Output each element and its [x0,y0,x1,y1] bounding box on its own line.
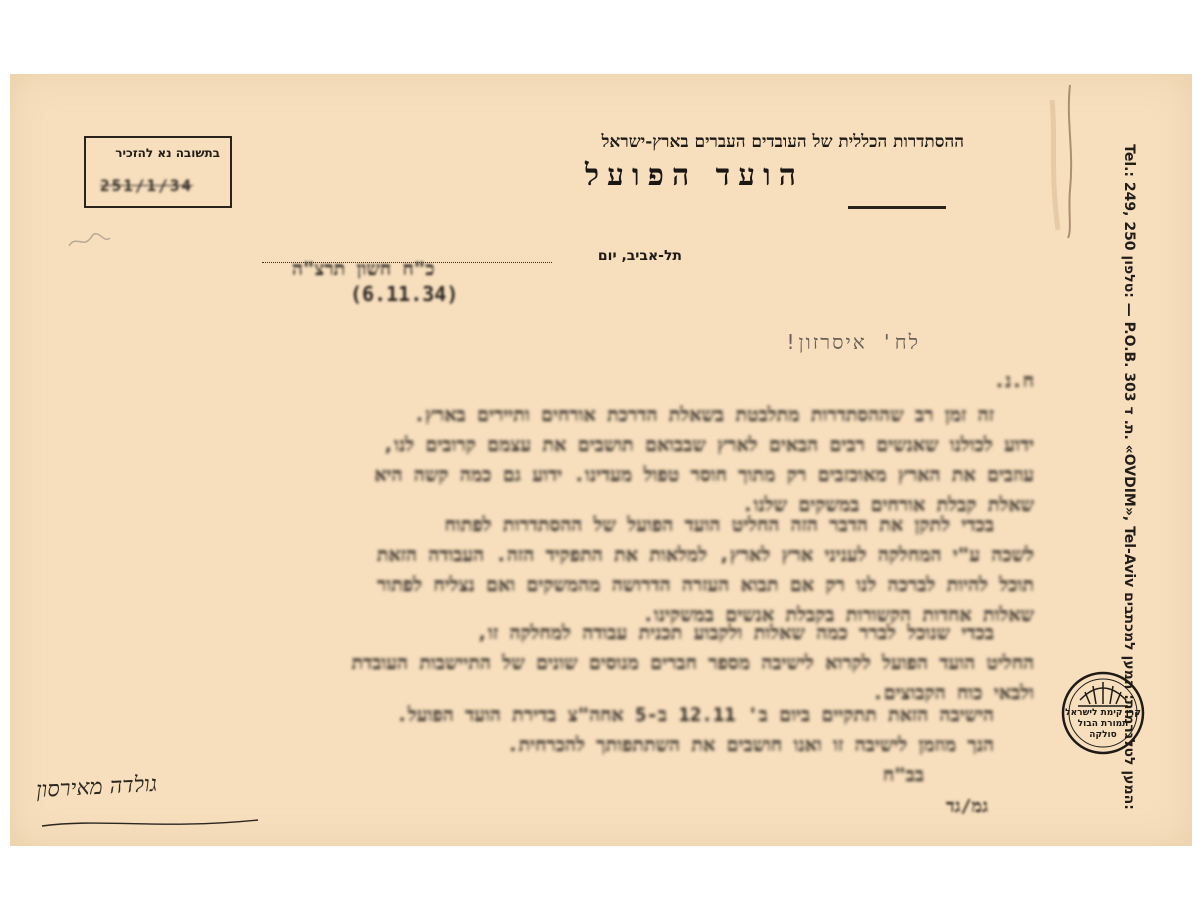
body-line: שאלת קבלת אורחים במשקים שלנו. [742,494,1034,516]
body-line: שאלות אחדות הקשורות בקבלת אנשים במשקינו. [642,604,1034,626]
body-line: זה זמן רב שההסתדרות מתלבטת בשאלת הדרכת אורחים ותיירים בארץ. [413,404,994,426]
paragraph-1 [44,400,1034,520]
letterhead-org-line: ההסתדרות הכללית של העובדים העברים בארץ-ישראל [601,132,964,152]
paragraph-3 [44,618,1034,708]
reference-label: בתשובה נא להזכיר [115,146,220,160]
pencil-mark [1040,80,1100,240]
closing: בב"ח [883,764,924,786]
body-line: תוכל להיות לברכה לנו רק אם תבוא העזרה הדרושה מהמשקים ואם נצליח לפתור [377,574,1034,596]
letterhead-rule [848,206,946,209]
reference-number: 251/1/34 [100,176,194,195]
body-line: ידוע לכולנו שאנשים רבים הבאים לארץ שבבואם תושבים את עצמם קרובים לנו, [382,434,1034,456]
paragraph-4 [44,700,1034,790]
reference-box [84,136,232,208]
body-line: החליט הועד הפועל לקרוא לישיבה מספר חברים מנוסים שונים של התיישבות העובדת [351,652,1034,674]
stamp-line-1: קרן קימת לישראל [1065,708,1141,718]
body-line: בכדי שנוכל לברר כמה שאלות ולקבוע תכנית עבודה למחלקה זו, [476,622,994,644]
body-line: עוזבים את הארץ מאוכזבים רק מתוך חוסר טפול מעדינו. ידוע גם כמה קשה היא [374,464,1034,486]
hebrew-date: כ"ח חשון תרצ"ה [292,258,435,280]
kkl-stamp [1060,670,1146,756]
handwritten-signature: גולדה מאירסון [35,771,158,804]
letterhead-title: הועד הפועל [584,158,804,193]
contact-vertical-text [1114,144,1144,810]
greeting-line: ח.נ. [993,370,1034,392]
typist-initials: גמ/גד [946,796,989,817]
dateline-label: תל-אביב, יום [597,248,682,264]
signature-underline [40,814,260,832]
body-line: הישיבה הזאת תתקיים ביום ב' 12.11 ב-5 אחה"צ בדירת הועד הפועל. [396,704,994,726]
smudge-mark [64,226,114,256]
body-line: ולבאי כוח הקבוצים. [872,682,1034,704]
paragraph-2 [44,510,1034,630]
body-line: בכדי לתקן את הדבר הזה החליט הועד הפועל של ההסתדרות לפתוח [444,514,994,536]
addressee: לח' איסרזון! [784,330,920,354]
gregorian-date: (6.11.34) [350,282,459,306]
stamp-line-2: תמורת הבול [1077,719,1129,729]
letter-paper [10,74,1192,846]
stamp-line-3: סולקה [1089,730,1117,740]
greeting [44,366,1034,396]
contact-details: Tel.: 249, 250 טלפון: — P.O.B. 303 ת. ד. «OVDIM», Tel-Aviv המען לטלגרמות: המען למכתבים: [1121,144,1137,810]
body-line: הנך מוזמן לישיבה זו ואנו חושבים את השתתפותך להכרחית. [507,734,994,756]
body-line: לשכה ע"י המחלקה לעניני ארץ לארץ, למלאות את התפקיד הזה. העבודה הזאת [376,544,1034,566]
